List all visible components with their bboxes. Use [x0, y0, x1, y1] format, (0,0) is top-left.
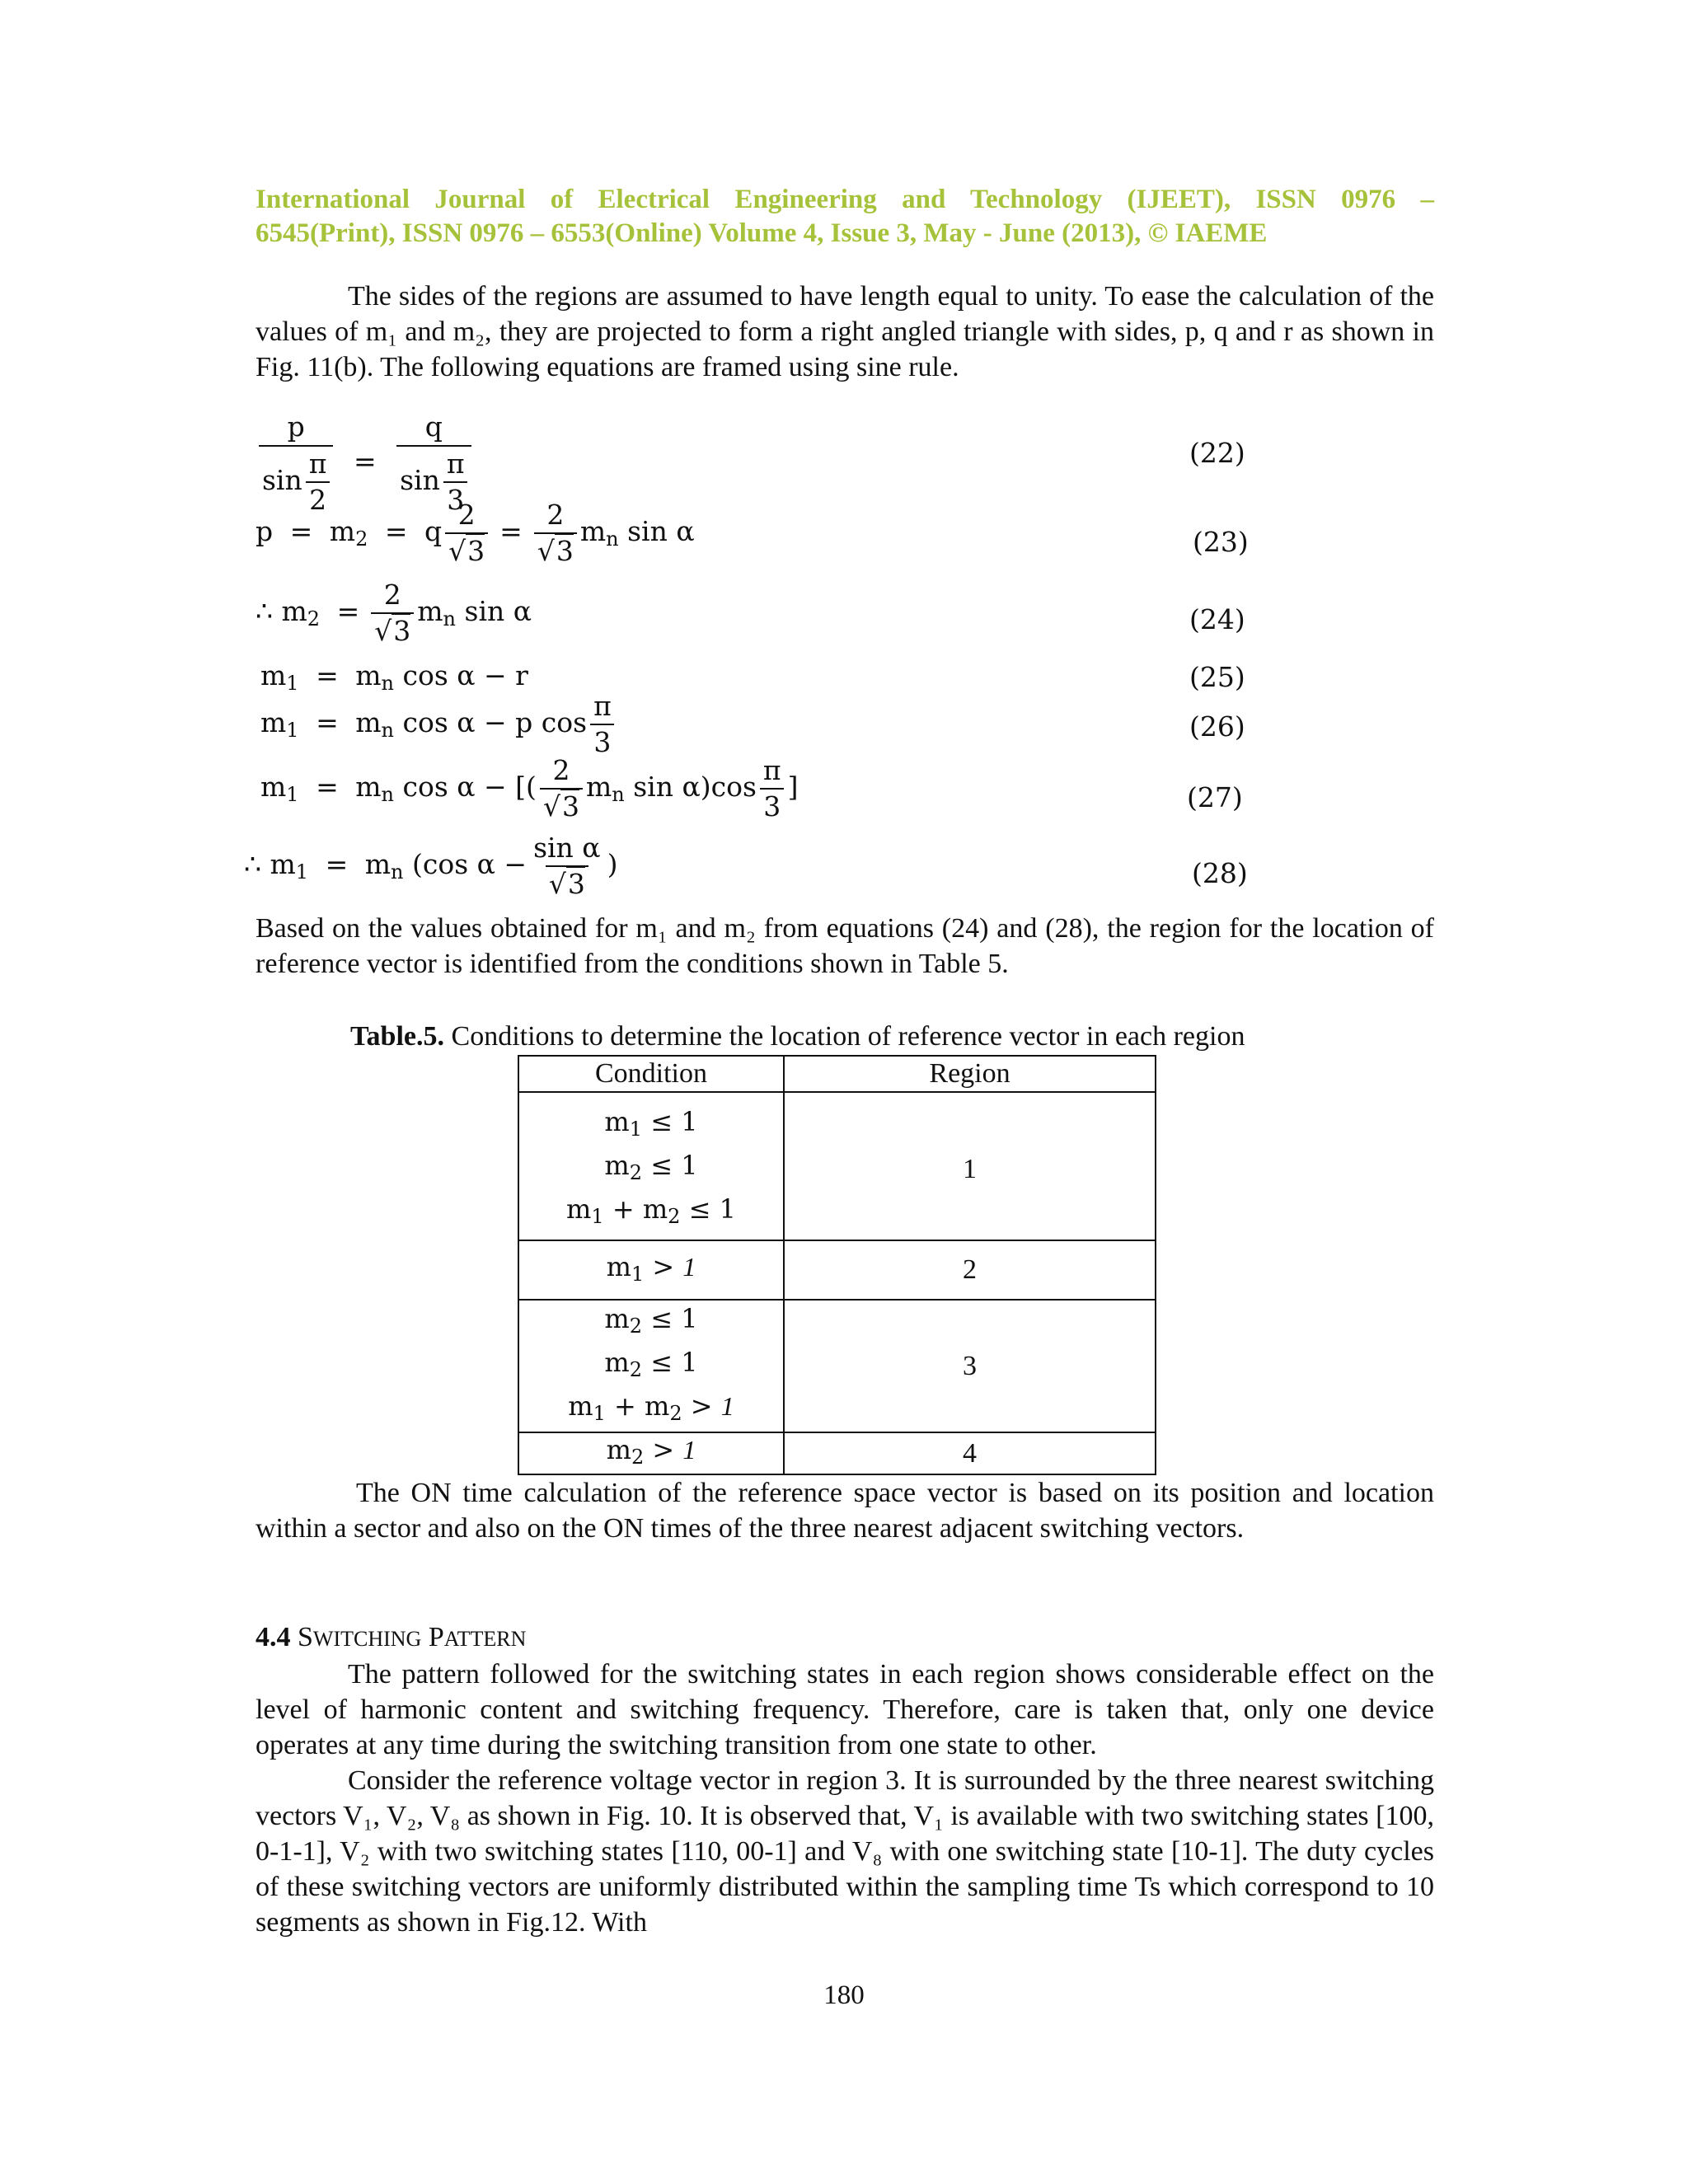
section-title-part: ATTERN [443, 1627, 527, 1651]
section-title-part: S [298, 1622, 313, 1652]
table-caption [350, 1020, 1245, 1053]
conditions-table [518, 1055, 1156, 1475]
table-caption-label: Table.5. [350, 1021, 445, 1052]
equation-number-27: (27) [1187, 781, 1243, 813]
section-title-part: WITCHING [312, 1627, 422, 1651]
paragraph-text: Based on the values obtained for m₁ and m₂ from equations (24) and (28), the region for the location of reference vector is identified from the conditions shown in Table 5. [256, 913, 1434, 979]
equation-number-28: (28) [1192, 857, 1248, 889]
journal-header [256, 183, 1434, 251]
equation-number-22: (22) [1189, 437, 1245, 469]
table-caption-text: Conditions to determine the location of reference vector in each region [444, 1021, 1245, 1052]
paragraph-text: Consider the reference voltage vector in region 3. It is surrounded by the three nearest switching vectors V₁, V₂, V₈ as shown in Fig. 10. It is observed that, V₁ is available with two switching states [100, 0-1-1], V₂ with two switching states [110, 00-1] and V₈ with one switching state [10-1]. The duty cycles of these switching vectors are uniformly distributed within the sampling time Ts which correspond to 10 segments as shown in Fig.12. With [256, 1765, 1434, 1938]
paragraph-intro [256, 279, 1434, 385]
paragraph-based-on [256, 911, 1434, 982]
column-header-region: Region [784, 1056, 1156, 1092]
table-row [518, 1432, 1156, 1474]
section-heading [256, 1619, 1434, 1657]
equation-23: $p = m_2 = q$ $\frac{2}{√3}$ = $\frac{2}{√3}$ $m_n$ sin α [256, 499, 695, 567]
condition-cell: $m_2 > 1$ [518, 1432, 784, 1474]
journal-header-line-2: 6545(Print), ISSN 0976 – 6553(Online) Volume 4, Issue 3, May - June (2013), © IAEME [256, 218, 1268, 248]
table-row [518, 1300, 1156, 1432]
equation-25: $m_1 = m_n$ cos α − r [260, 659, 528, 695]
paragraph-text: The ON time calculation of the reference space vector is based on its position and location within a sector and also on the ON times of the three nearest adjacent switching vectors. [256, 1478, 1434, 1544]
table-header-row [518, 1056, 1156, 1092]
paragraph-text: The pattern followed for the switching states in each region shows considerable effect on the level of harmonic content and switching frequency. Therefore, care is taken that, only one device operates at any time during the switching transition from one state to other. [256, 1659, 1434, 1760]
region-cell: 4 [784, 1432, 1156, 1474]
equation-number-25: (25) [1189, 661, 1245, 693]
paragraph-on-time [256, 1475, 1434, 1546]
condition-cell: $m_1 \le 1$ $m_2 \le 1$ $m_1 + m_2 \le 1$ [518, 1099, 784, 1240]
table-row [518, 1240, 1156, 1300]
region-cell: 3 [784, 1300, 1156, 1432]
equations [244, 410, 1434, 907]
equation-number-24: (24) [1189, 603, 1245, 635]
paragraph-text: The sides of the regions are assumed to have length equal to unity. To ease the calculation of the values of m₁ and m₂, they are projected to form a right angled triangle with sides, p, q and r as shown in Fig. 11(b). The following equations are framed using sine rule. [256, 281, 1434, 382]
table-row [518, 1099, 1156, 1240]
equation-24: ∴ $m_2$ = $\frac{2}{√3}$ $m_n$ sin α [256, 579, 532, 647]
page-number: 180 [823, 1980, 865, 2010]
table-spacer-row [518, 1092, 1156, 1099]
region-cell: 2 [784, 1240, 1156, 1300]
equation-number-23: (23) [1193, 526, 1249, 558]
section-title-part: P [428, 1622, 444, 1652]
condition-cell: $m_1 > 1$ [518, 1240, 784, 1300]
section-number: 4.4 [256, 1622, 291, 1652]
condition-cell: $m_2 \le 1$ $m_2 \le 1$ $m_1 + m_2 > 1$ [518, 1300, 784, 1432]
equation-22: p sin $\frac{\pi}{2}$ = q sin $\frac{\pi}{3}$ [256, 412, 475, 514]
section-switching-pattern [256, 1619, 1434, 1940]
region-cell: 1 [784, 1099, 1156, 1240]
equation-26: $m_1 = m_n$ cos α − p cos $\frac{\pi}{3}$ [260, 692, 618, 757]
equation-number-26: (26) [1189, 710, 1245, 743]
journal-header-line-1: International Journal of Electrical Engineering and Technology (IJEET), ISSN 0976 – [256, 185, 1434, 214]
column-header-condition: Condition [518, 1056, 784, 1092]
equation-27: $m_1 = m_n$ cos α − [( $\frac{2}{√3}$ $m_n$ sin α)cos $\frac{\pi}{3}$ ] [260, 754, 799, 823]
equation-28: ∴ $m_1 = m_n$ (cos α − $\frac{\text{sin α}}{√3}$ ) [244, 832, 618, 900]
